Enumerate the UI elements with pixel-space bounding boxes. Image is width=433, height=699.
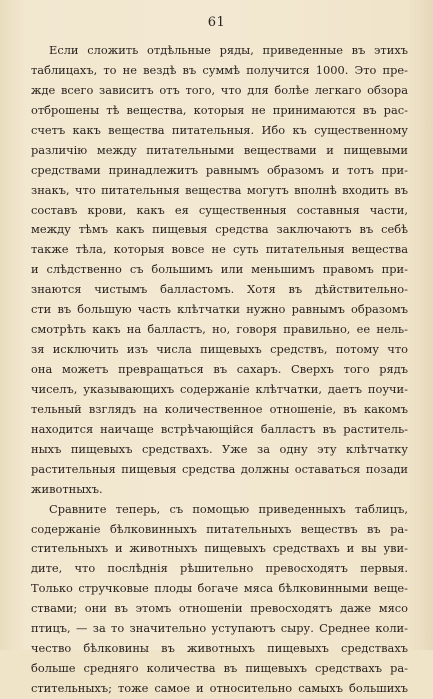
text-line: больше средняго количества въ пищевыхъ средствахъ ра- [31, 661, 408, 676]
text-line: стительныхъ и животныхъ пищевыхъ средствахъ и вы уви- [31, 541, 408, 556]
text-line: животныхъ. [31, 481, 103, 496]
page-number: 61 [207, 15, 226, 30]
text-line: знакъ, что питательныя вещества могутъ вполнѣ входить въ [31, 182, 408, 197]
text-line: она можетъ превращаться въ сахаръ. Сверхъ того рядъ [31, 362, 408, 376]
text-line: между тѣмъ какъ пищевыя средства заключаютъ въ себѣ [31, 222, 408, 237]
text-line: чиселъ, указывающихъ содержаніе клѣтчатки, даетъ поучи- [31, 381, 408, 396]
text-line: средствами принадлежитъ равнымъ образомъ и тотъ при- [31, 162, 408, 177]
text-line: зя исключить изъ числа пищевыхъ средствъ, потому что [31, 342, 408, 357]
text-line: птицъ, — за то значительно уступаютъ сыру. Среднее коли- [31, 621, 408, 636]
text-line: счетъ какъ вещества питательныя. Ибо къ существенному [31, 122, 408, 137]
text-line: также тѣла, которыя вовсе не суть питательныя вещества [31, 242, 408, 257]
text-line: дите, что послѣднія рѣшительно превосходятъ первыя. [31, 561, 408, 576]
text-line: содержаніе бѣлковинныхъ питательныхъ веществъ въ ра- [31, 521, 408, 536]
text-line: таблицахъ, то не вездѣ въ суммѣ получится 1000. Это пре- [31, 62, 408, 77]
text-line: ныхъ пищевыхъ средствахъ. Уже за одну эту клѣтчатку [31, 441, 408, 456]
text-line: отброшены тѣ вещества, которыя не принимаются въ рас- [31, 102, 408, 117]
text-line: знаются чистымъ балластомъ. Хотя въ дѣйствительно- [31, 282, 408, 297]
text-line: жде всего зависитъ отъ того, что для болѣе легкаго обзора [31, 82, 408, 97]
text-line: Сравните теперь, съ помощью приведенныхъ таблицъ, [49, 501, 408, 516]
text-line: стительныхъ; тоже самое и относительно самыхъ большихъ [31, 681, 408, 695]
text-line: различію между питательными веществами и пищевыми [31, 142, 408, 157]
text-line: сти въ большую часть клѣтчатки нужно равнымъ образомъ [31, 302, 408, 317]
text-line: Только стручковые плоды богаче мяса бѣлковинными веще- [31, 581, 408, 596]
text-line: ствами; они въ этомъ отношеніи превосходятъ даже мясо [31, 601, 408, 616]
text-line: растительныя пищевыя средства должны оставаться позади [31, 461, 408, 476]
text-line: находится наичаще встрѣчающійся балластъ въ раститель- [31, 421, 408, 436]
text-line: тельный взглядъ на количественное отношеніе, въ какомъ [31, 401, 408, 416]
text-line: смотрѣть какъ на балластъ, но, говоря правильно, ее нель- [31, 322, 408, 337]
text-line: Если сложить отдѣльные ряды, приведенные въ этихъ [49, 43, 408, 57]
text-line: составъ крови, какъ ея существенныя составныя части, [31, 202, 408, 217]
text-line: и слѣдственно съ большимъ или меньшимъ правомъ при- [31, 262, 408, 277]
body-text [31, 41, 408, 699]
text-line: чество бѣлковины въ животныхъ пищевыхъ средствахъ [31, 641, 408, 656]
